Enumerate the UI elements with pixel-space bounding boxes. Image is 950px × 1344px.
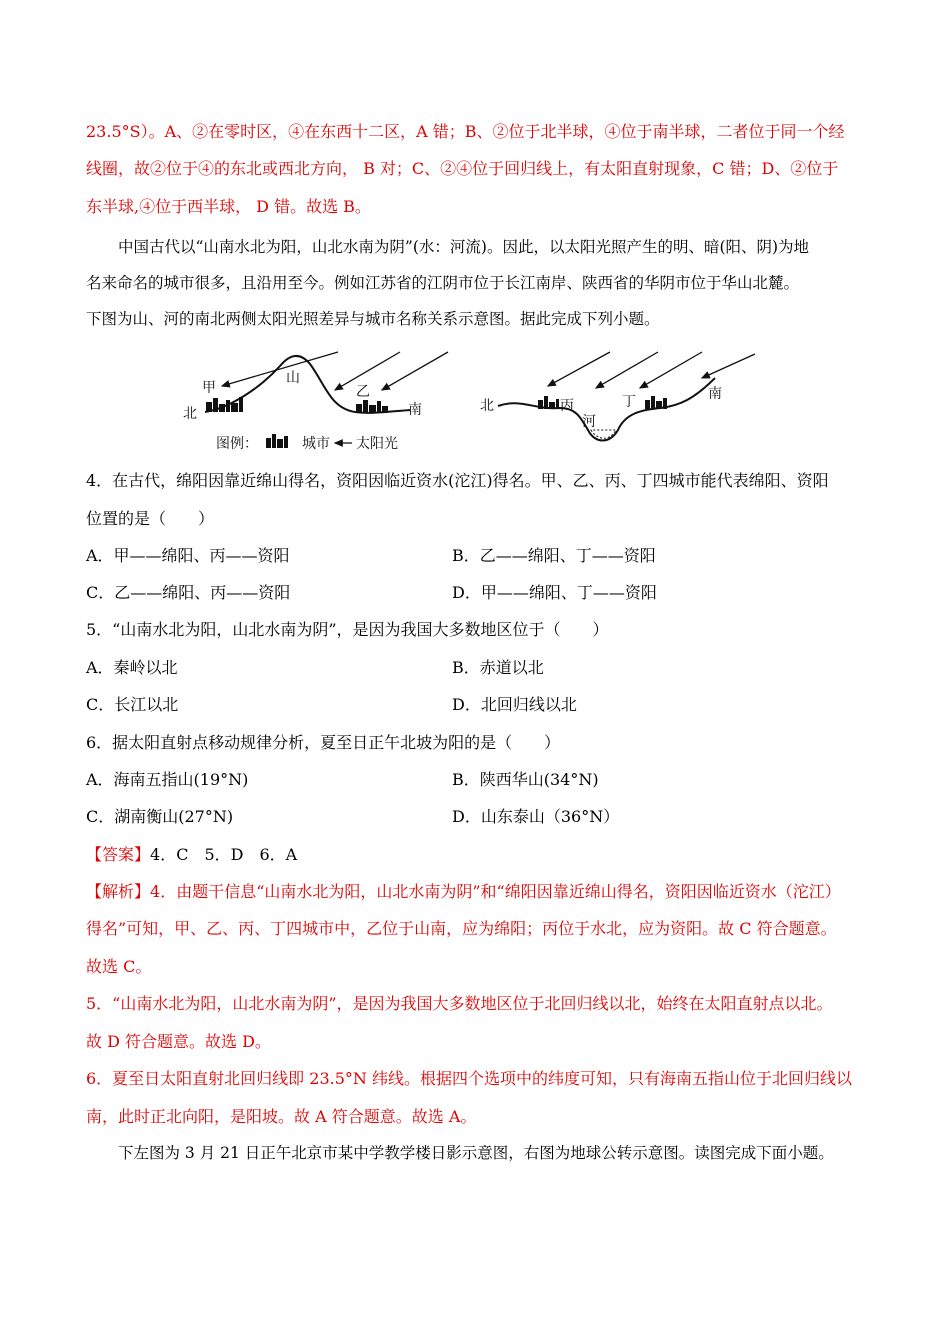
analysis-line-7: 南，此时正北向阳，是阳坡。故 A 符合题意。故选 A。	[86, 1107, 477, 1126]
label-nan-right: 南	[708, 386, 722, 402]
river-diagram	[480, 352, 755, 441]
intro-line-1: 中国古代以“山南水北为阳，山北水南为阴”(水：河流)。因此，以太阳光照产生的明、暗(阳、阴)为地	[118, 238, 810, 256]
label-bing: 丙	[560, 398, 574, 414]
intro-line-3: 下图为山、河的南北两侧太阳光照差异与城市名称关系示意图。据此完成下列小题。	[86, 310, 660, 328]
answer-line	[86, 844, 297, 866]
answer-text: 4．C 5．D 6．A	[150, 845, 298, 864]
q6-option-d: D．山东泰山（36°N）	[452, 807, 620, 826]
q4-option-d: D．甲——绵阳、丁——资阳	[452, 583, 657, 602]
legend-city-icon	[266, 434, 288, 448]
legend-sun: 太阳光	[356, 436, 398, 452]
mountain-diagram	[183, 352, 448, 422]
q5-option-b: B．赤道以北	[452, 658, 544, 677]
q5-option-a: A．秦岭以北	[86, 658, 178, 677]
figure-legend	[216, 434, 398, 452]
city-icon-ding	[645, 396, 667, 409]
analysis-text-1: 4．由题干信息“山南水北为阳，山北水南为阴”和“绵阳因靠近绵山得名，资阳因临近资水（沱江）	[150, 882, 841, 901]
prev-analysis-line-3: 东半球,④位于西半球， D 错。故选 B。	[86, 197, 371, 216]
city-icon-yi	[356, 400, 388, 413]
label-he: 河	[582, 414, 596, 430]
answer-tag: 【答案】	[86, 845, 151, 864]
prev-analysis-line-2: 线圈，故②位于④的东北或西北方向， B 对；C、②④位于回归线上，有太阳直射现象，C 错；D、②位于	[86, 159, 839, 178]
q4-stem-2: 位置的是（ ）	[86, 509, 215, 528]
label-ding: 丁	[622, 394, 636, 410]
q5-option-d: D．北回归线以北	[452, 695, 577, 714]
q6-option-a: A．海南五指山(19°N)	[86, 770, 249, 789]
analysis-tag: 【解析】	[86, 882, 151, 901]
q4-option-b: B．乙——绵阳、丁——资阳	[452, 546, 656, 565]
analysis-line-3: 故选 C。	[86, 957, 152, 976]
intro-line-2: 名来命名的城市很多，且沿用至今。例如江苏省的江阴市位于长江南岸、陕西省的华阴市位于华山北麓。	[86, 274, 800, 292]
prev-analysis-line-1: 23.5°S）。A、②在零时区，④在东西十二区，A 错；B、②位于北半球，④位于南半球，二者位于同一个经	[86, 122, 845, 141]
analysis-line-6: 6．夏至日太阳直射北回归线即 23.5°N 纬线。根据四个选项中的纬度可知，只有海南五指山位于北回归线以	[86, 1069, 852, 1088]
q6-option-c: C．湖南衡山(27°N)	[86, 807, 234, 826]
legend-city: 城市	[302, 436, 330, 452]
q5-option-c: C．长江以北	[86, 695, 179, 714]
analysis-line-5: 故 D 符合题意。故选 D。	[86, 1032, 271, 1051]
label-nan-left: 南	[408, 402, 422, 418]
q4-option-c: C．乙——绵阳、丙——资阳	[86, 583, 291, 602]
next-intro: 下左图为 3 月 21 日正午北京市某中学教学楼日影示意图，右图为地球公转示意图。读图完成下面小题。	[118, 1144, 834, 1162]
q5-stem: 5．“山南水北为阳，山北水南为阴”，是因为我国大多数地区位于（ ）	[86, 620, 609, 639]
analysis-line-4: 5．“山南水北为阳，山北水南为阴”，是因为我国大多数地区位于北回归线以北，始终在太阳直射点以北。	[86, 994, 833, 1013]
q6-option-b: B．陕西华山(34°N)	[452, 770, 599, 789]
q4-option-a: A．甲——绵阳、丙——资阳	[86, 546, 290, 565]
q4-stem-1: 4．在古代，绵阳因靠近绵山得名，资阳因临近资水(沱江)得名。甲、乙、丙、丁四城市能代表绵阳、资阳	[86, 471, 829, 490]
legend-label: 图例：	[216, 436, 258, 452]
sun-ray-arrow	[222, 352, 448, 390]
mountain-river-sunlight-figure	[170, 348, 770, 460]
analysis-line-1	[86, 881, 841, 903]
label-shan: 山	[286, 370, 300, 386]
sun-ray-arrow	[548, 352, 755, 388]
q6-stem: 6．据太阳直射点移动规律分析，夏至日正午北坡为阳的是（ ）	[86, 733, 561, 752]
label-bei-right: 北	[480, 398, 494, 414]
label-bei-left: 北	[183, 406, 197, 422]
label-jia: 甲	[202, 380, 216, 396]
label-yi: 乙	[356, 384, 370, 400]
analysis-line-2: 得名”可知，甲、乙、丙、丁四城市中，乙位于山南，应为绵阳；丙位于水北，应为资阳。故 C 符合题意。	[86, 919, 837, 938]
